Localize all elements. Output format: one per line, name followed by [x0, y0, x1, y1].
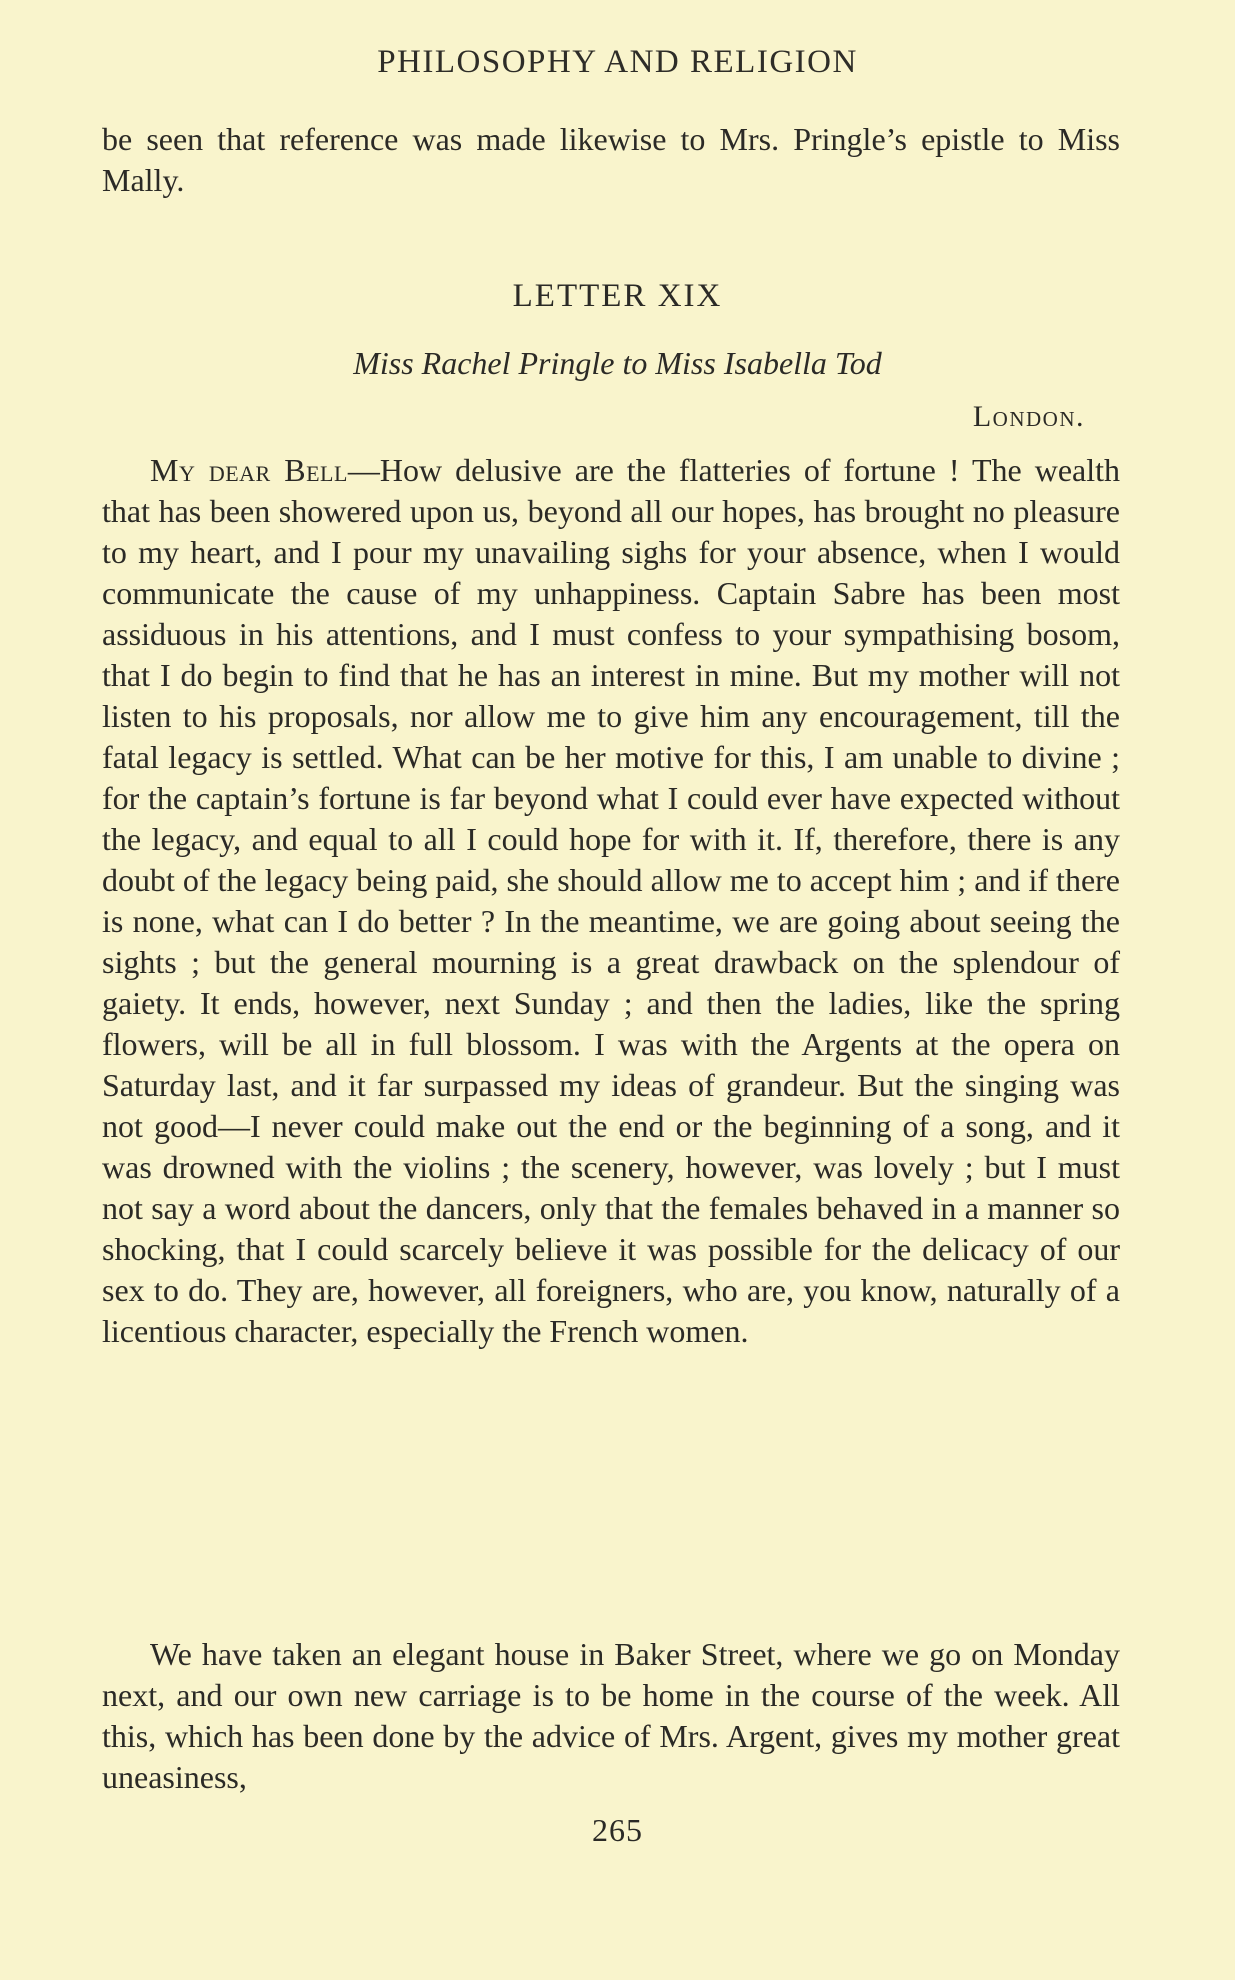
- letter-paragraph-2: We have taken an elegant house in Baker Street, where we go on Monday next, and our own new carriage is to be home in the course of the week. All this, which has been done by the advice of Mrs. Argent, gives my mother great uneasiness,: [102, 1636, 1120, 1795]
- letter-paragraph-1: [102, 450, 1120, 1352]
- letter-subheading: Miss Rachel Pringle to Miss Isabella Tod: [353, 345, 882, 381]
- intro-paragraph: be seen that reference was made likewise to Mrs. Pringle’s epistle to Miss Mally.: [102, 121, 1120, 198]
- letter-place: London.: [972, 400, 1085, 433]
- running-head: PHILOSOPHY AND RELIGION: [377, 44, 858, 80]
- letter-heading: LETTER XIX: [512, 278, 723, 314]
- page-number: 265: [592, 1812, 643, 1848]
- letter-paragraph-1-text: —How delusive are the flatteries of fortune ! The wealth that has been showered upon us, beyond all our hopes, has brought no pleasure to my heart, and I pour my unavailing sighs for your absence, when I would communicate the cause of my unhappiness. Captain Sabre has been most assiduous in his attentions, and I must confess to your sympathising bosom, that I do begin to find that he has an interest in mine. But my mother will not listen to his proposals, nor allow me to give him any encouragement, till the fatal legacy is settled. What can be her motive for this, I am unable to divine ; for the captain’s fortune is far beyond what I could ever have expected without the legacy, and equal to all I could hope for with it. If, therefore, there is any doubt of the legacy being paid, she should allow me to accept him ; and if there is none, what can I do better ? In the meantime, we are going about seeing the sights ; but the general mourning is a great drawback on the splendour of gaiety. It ends, however, next Sunday ; and then the ladies, like the spring flowers, will be all in full blossom. I was with the Argents at the opera on Saturday last, and it far surpassed my ideas of grandeur. But the singing was not good—I never could make out the end or the beginning of a song, and it was drowned with the violins ; the scenery, however, was lovely ; but I must not say a word about the dancers, only that the females behaved in a manner so shocking, that I could scarcely believe it was possible for the delicacy of our sex to do. They are, however, all foreigners, who are, you know, naturally of a licentious character, especially the French women.: [102, 452, 1121, 1349]
- letter-salutation: My dear Bell: [150, 452, 348, 488]
